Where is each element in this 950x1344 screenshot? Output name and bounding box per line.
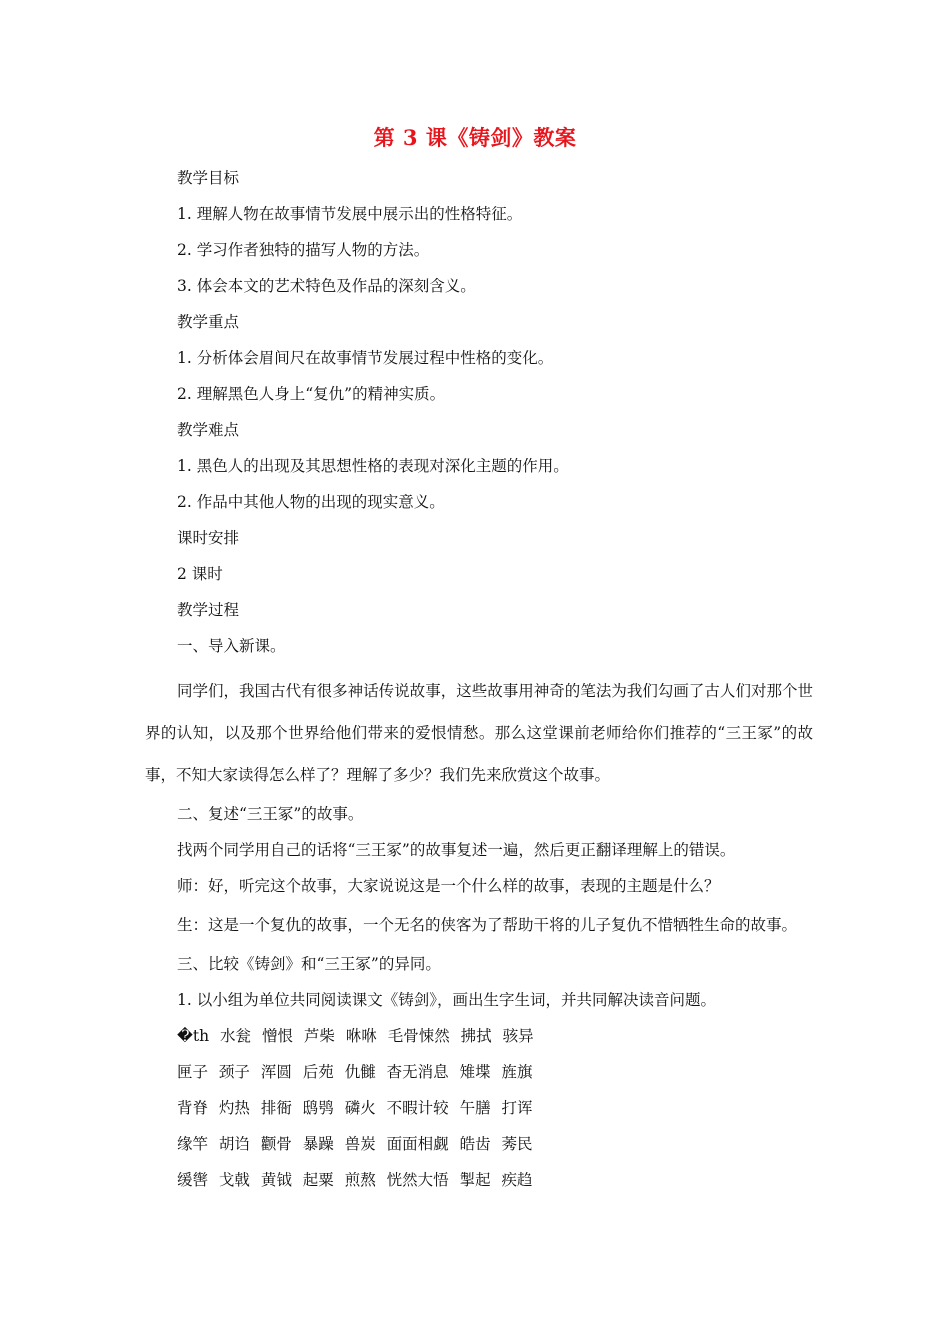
- key-point-item: 1. 分析体会眉间尺在故事情节发展过程中性格的变化。: [177, 349, 554, 367]
- schedule-value: 2 课时: [177, 565, 223, 583]
- document-title: 第 3 课《铸剑》教案: [373, 125, 577, 150]
- step3-item: 1. 以小组为单位共同阅读课文《铸剑》，画出生字生词，并共同解决读音问题。: [177, 991, 716, 1009]
- schedule-heading: 课时安排: [177, 529, 240, 547]
- teaching-goal-item: 1. 理解人物在故事情节发展中展示出的性格特征。: [177, 205, 523, 223]
- teaching-goal-item: 2. 学习作者独特的描写人物的方法。: [177, 241, 430, 259]
- vocab-row: 缓辔 戈戟 黄钺 起粟 煎熬 恍然大悟 掣起 疾趋: [177, 1171, 533, 1189]
- step2-line: 找两个同学用自己的话将“三王冢”的故事复述一遍，然后更正翻译理解上的错误。: [177, 841, 736, 859]
- difficulty-item: 2. 作品中其他人物的出现的现实意义。: [177, 493, 445, 511]
- vocab-row: 背脊 灼热 排衙 鸱鸮 磷火 不暇计较 午膳 打诨: [177, 1099, 533, 1117]
- difficulties-heading: 教学难点: [177, 421, 240, 439]
- key-points-heading: 教学重点: [177, 313, 240, 331]
- teaching-goal-item: 3. 体会本文的艺术特色及作品的深刻含义。: [177, 277, 476, 295]
- vocab-row: 缘竿 胡诌 颧骨 暴躁 兽炭 面面相觑 皓齿 莠民: [177, 1135, 533, 1153]
- teaching-goals-heading: 教学目标: [177, 169, 240, 187]
- vocab-row: 匣子 颈子 浑圆 后苑 仇雠 杳无消息 雉堞 旌旗: [177, 1063, 533, 1081]
- step2-heading: 二、复述“三王冢”的故事。: [177, 805, 364, 823]
- vocab-row: �th 水瓮 憎恨 芦柴 咻咻 毛骨悚然 拂拭 骇异: [177, 1027, 534, 1045]
- step1-paragraph: 同学们，我国古代有很多神话传说故事，这些故事用神奇的笔法为我们勾画了古人们对那个世界的认知，以及那个世界给他们带来的爱恨情愁。那么这堂课前老师给你们推荐的“三王冢”的故事，不知大家读得怎么样了？理解了多少？我们先来欣赏这个故事。: [145, 682, 813, 784]
- step1-heading: 一、导入新课。: [177, 637, 286, 655]
- step3-heading: 三、比较《铸剑》和“三王冢”的异同。: [177, 955, 441, 973]
- step2-line: 师：好，听完这个故事，大家说说这是一个什么样的故事，表现的主题是什么？: [177, 877, 720, 895]
- process-heading: 教学过程: [177, 601, 240, 619]
- difficulty-item: 1. 黑色人的出现及其思想性格的表现对深化主题的作用。: [177, 457, 569, 475]
- document-body: [145, 160, 813, 1198]
- key-point-item: 2. 理解黑色人身上“复仇”的精神实质。: [177, 385, 446, 403]
- step2-paragraph: 生：这是一个复仇的故事，一个无名的侠客为了帮助干将的儿子复仇不惜牺牲生命的故事。: [177, 916, 798, 934]
